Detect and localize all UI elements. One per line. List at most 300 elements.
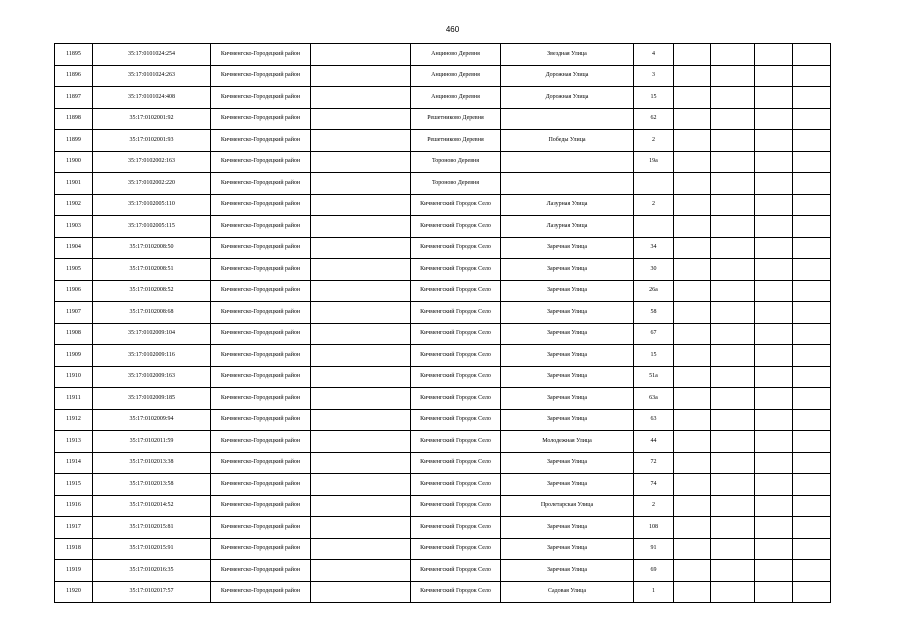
table-row [55, 302, 831, 324]
table-row [55, 108, 831, 130]
locality-cell: Кичменгский Городок Село [411, 452, 501, 474]
street-cell: Заречная Улица [501, 560, 634, 582]
row-number-cell: 11900 [55, 151, 93, 173]
row-number-cell: 11898 [55, 108, 93, 130]
cadastral-number-cell: 35:17:0102013:58 [93, 474, 211, 496]
empty-cell [674, 560, 711, 582]
row-number-cell: 11895 [55, 44, 93, 66]
district-cell: Кичменгско-Городецкий район [211, 237, 311, 259]
cadastral-number-cell: 35:17:0102002:163 [93, 151, 211, 173]
street-cell: Заречная Улица [501, 280, 634, 302]
empty-cell [755, 581, 793, 603]
table-row [55, 517, 831, 539]
house-number-cell: 72 [634, 452, 674, 474]
row-number-cell: 11920 [55, 581, 93, 603]
empty-cell [674, 495, 711, 517]
row-number-cell: 11918 [55, 538, 93, 560]
district-cell: Кичменгско-Городецкий район [211, 280, 311, 302]
cadastral-number-cell: 35:17:0101024:254 [93, 44, 211, 66]
row-number-cell: 11914 [55, 452, 93, 474]
district-cell: Кичменгско-Городецкий район [211, 65, 311, 87]
empty-cell [311, 302, 411, 324]
house-number-cell: 2 [634, 130, 674, 152]
table-row [55, 474, 831, 496]
empty-cell [674, 323, 711, 345]
house-number-cell: 34 [634, 237, 674, 259]
cadastral-number-cell: 35:17:0101024:263 [93, 65, 211, 87]
street-cell: Лазурная Улица [501, 216, 634, 238]
empty-cell [755, 44, 793, 66]
locality-cell: Тороново Деревня [411, 151, 501, 173]
empty-cell [674, 517, 711, 539]
district-cell: Кичменгско-Городецкий район [211, 108, 311, 130]
locality-cell: Кичменгский Городок Село [411, 345, 501, 367]
district-cell: Кичменгско-Городецкий район [211, 130, 311, 152]
table-row [55, 259, 831, 281]
row-number-cell: 11908 [55, 323, 93, 345]
street-cell: Заречная Улица [501, 237, 634, 259]
empty-cell [311, 345, 411, 367]
empty-cell [311, 65, 411, 87]
house-number-cell: 30 [634, 259, 674, 281]
empty-cell [755, 409, 793, 431]
empty-cell [755, 495, 793, 517]
empty-cell [674, 87, 711, 109]
locality-cell: Решетниково Деревня [411, 108, 501, 130]
empty-cell [755, 216, 793, 238]
house-number-cell: 3 [634, 65, 674, 87]
locality-cell: Кичменгский Городок Село [411, 259, 501, 281]
empty-cell [793, 409, 831, 431]
table-row [55, 431, 831, 453]
street-cell: Заречная Улица [501, 366, 634, 388]
district-cell: Кичменгско-Городецкий район [211, 151, 311, 173]
street-cell: Дорожная Улица [501, 87, 634, 109]
street-cell: Заречная Улица [501, 259, 634, 281]
row-number-cell: 11897 [55, 87, 93, 109]
cadastral-number-cell: 35:17:0102001:92 [93, 108, 211, 130]
street-cell: Пролетарская Улица [501, 495, 634, 517]
district-cell: Кичменгско-Городецкий район [211, 173, 311, 195]
empty-cell [793, 452, 831, 474]
street-cell: Заречная Улица [501, 474, 634, 496]
empty-cell [674, 65, 711, 87]
street-cell: Заречная Улица [501, 409, 634, 431]
empty-cell [674, 237, 711, 259]
empty-cell [755, 517, 793, 539]
locality-cell: Кичменгский Городок Село [411, 302, 501, 324]
empty-cell [711, 280, 755, 302]
street-cell: Дорожная Улица [501, 65, 634, 87]
street-cell: Заречная Улица [501, 388, 634, 410]
table-row [55, 345, 831, 367]
district-cell: Кичменгско-Городецкий район [211, 431, 311, 453]
empty-cell [793, 581, 831, 603]
house-number-cell: 63 [634, 409, 674, 431]
empty-cell [674, 431, 711, 453]
table-row [55, 173, 831, 195]
empty-cell [311, 517, 411, 539]
street-cell: Звездная Улица [501, 44, 634, 66]
empty-cell [311, 431, 411, 453]
registry-table [54, 43, 831, 603]
street-cell: Победы Улица [501, 130, 634, 152]
locality-cell: Кичменгский Городок Село [411, 388, 501, 410]
cadastral-number-cell: 35:17:0102009:185 [93, 388, 211, 410]
street-cell: Заречная Улица [501, 302, 634, 324]
cadastral-number-cell: 35:17:0102009:94 [93, 409, 211, 431]
empty-cell [793, 194, 831, 216]
empty-cell [711, 302, 755, 324]
house-number-cell: 4 [634, 44, 674, 66]
street-cell: Заречная Улица [501, 538, 634, 560]
locality-cell: Кичменгский Городок Село [411, 323, 501, 345]
district-cell: Кичменгско-Городецкий район [211, 87, 311, 109]
empty-cell [711, 538, 755, 560]
table-row [55, 452, 831, 474]
empty-cell [311, 259, 411, 281]
table-row [55, 130, 831, 152]
empty-cell [755, 323, 793, 345]
empty-cell [755, 237, 793, 259]
empty-cell [793, 173, 831, 195]
house-number-cell [634, 173, 674, 195]
street-cell: Заречная Улица [501, 323, 634, 345]
table-row [55, 87, 831, 109]
house-number-cell [634, 216, 674, 238]
table-row [55, 560, 831, 582]
cadastral-number-cell: 35:17:0102009:116 [93, 345, 211, 367]
row-number-cell: 11910 [55, 366, 93, 388]
empty-cell [793, 237, 831, 259]
empty-cell [674, 302, 711, 324]
cadastral-number-cell: 35:17:0102002:220 [93, 173, 211, 195]
district-cell: Кичменгско-Городецкий район [211, 560, 311, 582]
house-number-cell: 44 [634, 431, 674, 453]
cadastral-number-cell: 35:17:0102017:57 [93, 581, 211, 603]
row-number-cell: 11896 [55, 65, 93, 87]
empty-cell [755, 194, 793, 216]
empty-cell [674, 474, 711, 496]
table-row [55, 323, 831, 345]
table-row [55, 581, 831, 603]
empty-cell [311, 366, 411, 388]
empty-cell [674, 194, 711, 216]
empty-cell [311, 173, 411, 195]
house-number-cell: 1 [634, 581, 674, 603]
empty-cell [311, 44, 411, 66]
empty-cell [711, 237, 755, 259]
locality-cell: Кичменгский Городок Село [411, 495, 501, 517]
row-number-cell: 11912 [55, 409, 93, 431]
empty-cell [755, 151, 793, 173]
empty-cell [311, 538, 411, 560]
street-cell: Садовая Улица [501, 581, 634, 603]
table-row [55, 216, 831, 238]
cadastral-number-cell: 35:17:0102008:52 [93, 280, 211, 302]
street-cell: Заречная Улица [501, 517, 634, 539]
district-cell: Кичменгско-Городецкий район [211, 581, 311, 603]
empty-cell [793, 517, 831, 539]
empty-cell [711, 108, 755, 130]
empty-cell [793, 560, 831, 582]
house-number-cell: 15 [634, 87, 674, 109]
house-number-cell: 91 [634, 538, 674, 560]
district-cell: Кичменгско-Городецкий район [211, 44, 311, 66]
empty-cell [311, 452, 411, 474]
empty-cell [755, 388, 793, 410]
street-cell: Молодежная Улица [501, 431, 634, 453]
empty-cell [793, 345, 831, 367]
table-row [55, 194, 831, 216]
district-cell: Кичменгско-Городецкий район [211, 538, 311, 560]
empty-cell [311, 560, 411, 582]
locality-cell: Анциново Деревня [411, 44, 501, 66]
empty-cell [311, 130, 411, 152]
district-cell: Кичменгско-Городецкий район [211, 194, 311, 216]
district-cell: Кичменгско-Городецкий район [211, 366, 311, 388]
empty-cell [755, 302, 793, 324]
district-cell: Кичменгско-Городецкий район [211, 495, 311, 517]
empty-cell [793, 259, 831, 281]
empty-cell [311, 409, 411, 431]
district-cell: Кичменгско-Городецкий район [211, 302, 311, 324]
empty-cell [755, 431, 793, 453]
empty-cell [311, 87, 411, 109]
empty-cell [793, 280, 831, 302]
empty-cell [793, 65, 831, 87]
empty-cell [711, 452, 755, 474]
empty-cell [793, 216, 831, 238]
cadastral-number-cell: 35:17:0102015:81 [93, 517, 211, 539]
empty-cell [711, 581, 755, 603]
empty-cell [793, 474, 831, 496]
row-number-cell: 11901 [55, 173, 93, 195]
empty-cell [711, 474, 755, 496]
locality-cell: Решетниково Деревня [411, 130, 501, 152]
row-number-cell: 11899 [55, 130, 93, 152]
empty-cell [674, 130, 711, 152]
empty-cell [311, 194, 411, 216]
locality-cell: Кичменгский Городок Село [411, 216, 501, 238]
empty-cell [755, 87, 793, 109]
row-number-cell: 11919 [55, 560, 93, 582]
row-number-cell: 11911 [55, 388, 93, 410]
table-row [55, 280, 831, 302]
empty-cell [711, 517, 755, 539]
empty-cell [711, 216, 755, 238]
street-cell [501, 151, 634, 173]
locality-cell: Кичменгский Городок Село [411, 560, 501, 582]
empty-cell [793, 495, 831, 517]
street-cell [501, 108, 634, 130]
empty-cell [711, 409, 755, 431]
table-row [55, 495, 831, 517]
empty-cell [311, 495, 411, 517]
locality-cell: Кичменгский Городок Село [411, 366, 501, 388]
empty-cell [674, 345, 711, 367]
empty-cell [793, 302, 831, 324]
row-number-cell: 11916 [55, 495, 93, 517]
row-number-cell: 11909 [55, 345, 93, 367]
locality-cell: Кичменгский Городок Село [411, 538, 501, 560]
empty-cell [793, 388, 831, 410]
empty-cell [793, 538, 831, 560]
district-cell: Кичменгско-Городецкий район [211, 474, 311, 496]
empty-cell [755, 452, 793, 474]
empty-cell [674, 151, 711, 173]
district-cell: Кичменгско-Городецкий район [211, 452, 311, 474]
house-number-cell: 19а [634, 151, 674, 173]
locality-cell: Кичменгский Городок Село [411, 409, 501, 431]
empty-cell [711, 323, 755, 345]
empty-cell [755, 538, 793, 560]
empty-cell [793, 431, 831, 453]
house-number-cell: 62 [634, 108, 674, 130]
table-row [55, 538, 831, 560]
empty-cell [311, 388, 411, 410]
locality-cell: Анциново Деревня [411, 87, 501, 109]
empty-cell [755, 474, 793, 496]
empty-cell [674, 366, 711, 388]
empty-cell [711, 366, 755, 388]
empty-cell [674, 388, 711, 410]
empty-cell [755, 108, 793, 130]
house-number-cell: 2 [634, 495, 674, 517]
empty-cell [674, 280, 711, 302]
cadastral-number-cell: 35:17:0102001:93 [93, 130, 211, 152]
empty-cell [711, 151, 755, 173]
empty-cell [674, 452, 711, 474]
street-cell: Лазурная Улица [501, 194, 634, 216]
street-cell: Заречная Улица [501, 452, 634, 474]
empty-cell [711, 345, 755, 367]
table-row [55, 151, 831, 173]
empty-cell [711, 388, 755, 410]
cadastral-number-cell: 35:17:0102008:68 [93, 302, 211, 324]
empty-cell [793, 151, 831, 173]
empty-cell [711, 87, 755, 109]
empty-cell [711, 173, 755, 195]
cadastral-number-cell: 35:17:0101024:408 [93, 87, 211, 109]
locality-cell: Кичменгский Городок Село [411, 431, 501, 453]
empty-cell [674, 538, 711, 560]
empty-cell [711, 130, 755, 152]
empty-cell [755, 65, 793, 87]
house-number-cell: 58 [634, 302, 674, 324]
empty-cell [793, 108, 831, 130]
empty-cell [711, 65, 755, 87]
cadastral-number-cell: 35:17:0102011:59 [93, 431, 211, 453]
empty-cell [755, 280, 793, 302]
street-cell: Заречная Улица [501, 345, 634, 367]
table-row [55, 237, 831, 259]
empty-cell [711, 44, 755, 66]
empty-cell [793, 323, 831, 345]
empty-cell [711, 495, 755, 517]
cadastral-number-cell: 35:17:0102009:104 [93, 323, 211, 345]
empty-cell [311, 237, 411, 259]
empty-cell [311, 216, 411, 238]
row-number-cell: 11907 [55, 302, 93, 324]
house-number-cell: 63а [634, 388, 674, 410]
house-number-cell: 15 [634, 345, 674, 367]
locality-cell: Тороново Деревня [411, 173, 501, 195]
empty-cell [674, 44, 711, 66]
table-row [55, 409, 831, 431]
house-number-cell: 2 [634, 194, 674, 216]
empty-cell [793, 44, 831, 66]
district-cell: Кичменгско-Городецкий район [211, 388, 311, 410]
cadastral-number-cell: 35:17:0102014:52 [93, 495, 211, 517]
cadastral-number-cell: 35:17:0102009:163 [93, 366, 211, 388]
empty-cell [674, 409, 711, 431]
district-cell: Кичменгско-Городецкий район [211, 259, 311, 281]
cadastral-number-cell: 35:17:0102008:50 [93, 237, 211, 259]
house-number-cell: 69 [634, 560, 674, 582]
empty-cell [793, 87, 831, 109]
table-row [55, 366, 831, 388]
house-number-cell: 51а [634, 366, 674, 388]
cadastral-number-cell: 35:17:0102005:115 [93, 216, 211, 238]
row-number-cell: 11913 [55, 431, 93, 453]
page-number: 460 [445, 25, 460, 34]
empty-cell [311, 581, 411, 603]
cadastral-number-cell: 35:17:0102013:38 [93, 452, 211, 474]
house-number-cell: 108 [634, 517, 674, 539]
district-cell: Кичменгско-Городецкий район [211, 409, 311, 431]
table-row [55, 388, 831, 410]
empty-cell [711, 431, 755, 453]
empty-cell [755, 345, 793, 367]
cadastral-number-cell: 35:17:0102008:51 [93, 259, 211, 281]
empty-cell [793, 130, 831, 152]
district-cell: Кичменгско-Городецкий район [211, 216, 311, 238]
empty-cell [674, 216, 711, 238]
district-cell: Кичменгско-Городецкий район [211, 323, 311, 345]
district-cell: Кичменгско-Городецкий район [211, 345, 311, 367]
empty-cell [755, 560, 793, 582]
locality-cell: Анциново Деревня [411, 65, 501, 87]
empty-cell [711, 560, 755, 582]
table-row [55, 44, 831, 66]
empty-cell [755, 366, 793, 388]
locality-cell: Кичменгский Городок Село [411, 194, 501, 216]
cadastral-number-cell: 35:17:0102016:35 [93, 560, 211, 582]
row-number-cell: 11903 [55, 216, 93, 238]
row-number-cell: 11904 [55, 237, 93, 259]
locality-cell: Кичменгский Городок Село [411, 280, 501, 302]
empty-cell [674, 173, 711, 195]
street-cell [501, 173, 634, 195]
registry-body [55, 44, 831, 603]
cadastral-number-cell: 35:17:0102005:110 [93, 194, 211, 216]
empty-cell [311, 108, 411, 130]
table-row [55, 65, 831, 87]
empty-cell [755, 259, 793, 281]
empty-cell [674, 108, 711, 130]
house-number-cell: 26а [634, 280, 674, 302]
empty-cell [311, 474, 411, 496]
locality-cell: Кичменгский Городок Село [411, 581, 501, 603]
house-number-cell: 74 [634, 474, 674, 496]
empty-cell [711, 194, 755, 216]
row-number-cell: 11906 [55, 280, 93, 302]
row-number-cell: 11917 [55, 517, 93, 539]
empty-cell [311, 280, 411, 302]
empty-cell [311, 323, 411, 345]
locality-cell: Кичменгский Городок Село [411, 237, 501, 259]
